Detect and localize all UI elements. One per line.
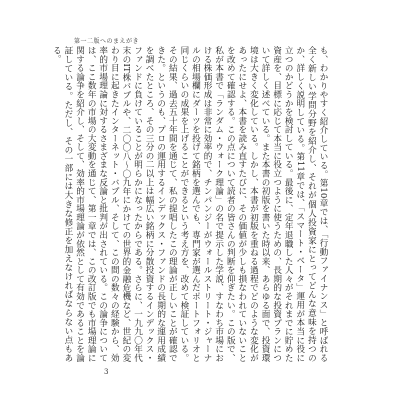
page-number: 3 bbox=[104, 368, 109, 376]
running-head: 第一二版へのまえがき bbox=[74, 38, 140, 45]
body-paragraph: も、わかりやすく紹介している。第10章では、「行動ファイナンス」と呼ばれる全く新しい学問分野を紹介し、それが個人投資家にとってどんな意味を持つのか、詳しく説明している。第11章では、「スマート・ベータ」運用が本当に役に立つのかどうかを検討している。最後に、定年退職した人々がそれまでに貯めた資産を、目標に応じて本当に役立つように使うための、長期的な投資プランについて詳しく述べている。また本書の初版を書いた時以来、あらゆる面で、投資環境は大きく変化している。しかし、本書が初版を重ねる過程でどのような変化があったにせよ、本書を読み直すたびに、その価値が少しも損なわれていないことを改めて確認する。この点について読者の皆さんの判断を仰ぎたい。この版で、私が本書で「ランダム・ウォーク理論」の名で提示した学説、すなわち市場における株価形成は非常に効率的で、チンパンジーがウォールストリート・ジャーナルの相場欄にダーツを投げて銘柄を選んでも、専門家が選んだポートフォリオと同じくらいの成果を上げることができるという考え方を、改めて検証している。その結果、過去五十年間を通じて、私の提唱したこの理論が正しいことが確認できた。というのも、プロの運用するインデックス・ファンドの長期的な運用成績を調べたところ、その三分の二以上は幅広い銘柄に分散投資するインデックス・ファンドに負けていることが明らかになったからである。さらに、一九九〇年代末のIT株バブルや、二〇〇八〜〇九年にかけての世界的金融危機など、世紀の変わり目に起きたインターネット・バブル、そして、この間の数々の経験から、効率的市場理論に対するさまざまな反論と批判が出されている。この論争については、ここ数年の市場の大変動を通じて、第一章では、この改訂版でも市場理論に関する論争を紹介し、そして、効率的市場理論が依然として有効であることを論証している。ただし、その一部には大きな修正を加えなければならない点もある。 bbox=[51, 46, 328, 362]
body-text bbox=[51, 46, 328, 362]
